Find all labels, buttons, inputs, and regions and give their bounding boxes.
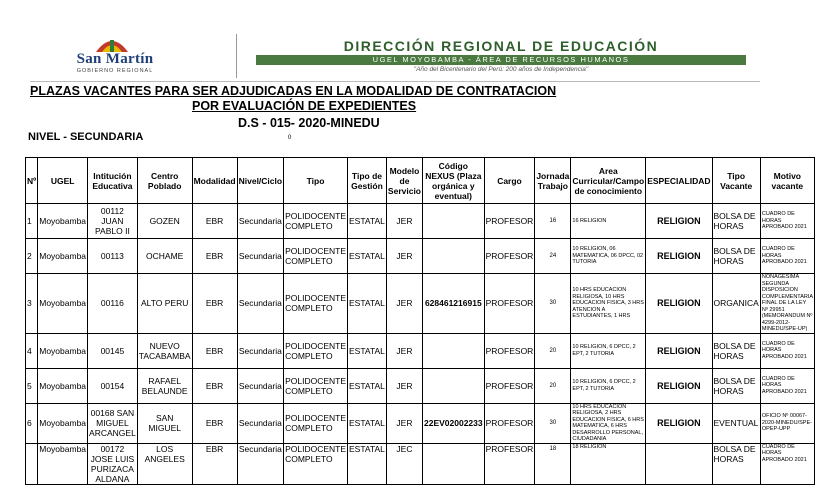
col-header: ESPECIALIDAD bbox=[646, 158, 712, 204]
institution-cell: 00168 SAN MIGUEL ARCANGEL bbox=[88, 403, 138, 443]
ugel-cell: Moyobamba bbox=[38, 239, 88, 274]
position-cell: PROFESOR bbox=[484, 204, 535, 239]
vacancy-type-cell: BOLSA DE HORAS bbox=[712, 239, 760, 274]
hours-cell: 18 bbox=[535, 443, 571, 484]
col-header: Tipo de Gestión bbox=[348, 158, 387, 204]
position-cell: PROFESOR bbox=[484, 443, 535, 484]
curricular-area-cell: 10 HRS EDUCACION RELIGIOSA, 2 HRS EDUCACION FISICA, 6 HRS MATEMATICA, 6 HRS DESARROLLO PERSONAL, CIUDADANIA bbox=[572, 403, 644, 442]
type-cell: POLIDOCENTE COMPLETO bbox=[284, 333, 348, 368]
col-header: Modelo de Servicio bbox=[386, 158, 422, 204]
level-cell: Secundaria bbox=[237, 333, 283, 368]
document-title-line1: PLAZAS VACANTES PARA SER ADJUDICADAS EN LA MODALIDAD DE CONTRATACION bbox=[30, 84, 557, 98]
row-number: 5 bbox=[26, 368, 38, 403]
col-header: Nivel/Ciclo bbox=[237, 158, 283, 204]
specialty-cell: RELIGION bbox=[646, 403, 712, 443]
row-number: 2 bbox=[26, 239, 38, 274]
col-header: Modalidad bbox=[192, 158, 237, 204]
position-cell: PROFESOR bbox=[484, 403, 535, 443]
nexus-code-cell bbox=[423, 443, 485, 484]
col-header: Código NEXUS (Plaza orgánica y eventual) bbox=[423, 158, 485, 204]
curricular-area-cell: 10 RELIGION, 6 DPCC, 2 EPT, 2 TUTORIA bbox=[571, 368, 646, 403]
table-row bbox=[26, 204, 815, 239]
specialty-cell: RELIGION bbox=[646, 333, 712, 368]
ugel-cell: Moyobamba bbox=[38, 443, 88, 484]
modality-cell: EBR bbox=[192, 274, 237, 334]
document-title-line2: POR EVALUACIÓN DE EXPEDIENTES bbox=[192, 99, 417, 113]
vacancy-reason-cell: CUADRO DE HORAS APROBADO 2021 bbox=[760, 204, 814, 239]
table-row bbox=[26, 333, 815, 368]
town-cell: SAN MIGUEL bbox=[137, 403, 192, 443]
col-header: Nº bbox=[26, 158, 38, 204]
col-header: Centro Poblado bbox=[137, 158, 192, 204]
hours-cell: 30 bbox=[535, 403, 571, 443]
table-row bbox=[26, 368, 815, 403]
management-cell: ESTATAL bbox=[348, 368, 387, 403]
vacancy-type-cell: EVENTUAL bbox=[712, 403, 760, 443]
type-cell: POLIDOCENTE COMPLETO bbox=[284, 204, 348, 239]
vacancies-table bbox=[25, 157, 815, 485]
table-row bbox=[26, 403, 815, 443]
vacancy-reason-cell: CUADRO DE HORAS APROBADO 2021 bbox=[760, 368, 814, 403]
vacancy-type-cell: BOLSA DE HORAS bbox=[712, 443, 760, 484]
col-header: Tipo bbox=[284, 158, 348, 204]
position-cell: PROFESOR bbox=[484, 333, 535, 368]
stray-mark: 0 bbox=[288, 135, 292, 141]
vacancy-reason-cell: OFICIO Nº 00067-2020-MINEDU/SPE-OPEP-UPP bbox=[760, 403, 814, 443]
institution-cell: 00112 JUAN PABLO II bbox=[88, 204, 138, 239]
type-cell: POLIDOCENTE COMPLETO bbox=[284, 443, 348, 484]
position-cell: PROFESOR bbox=[484, 239, 535, 274]
service-cell: JER bbox=[386, 204, 422, 239]
nexus-code-cell: 628461216915 bbox=[423, 274, 485, 334]
san-martin-logo bbox=[40, 34, 190, 76]
level-cell: Secundaria bbox=[237, 274, 283, 334]
decree-number: D.S - 015- 2020-MINEDU bbox=[238, 116, 380, 130]
service-cell: JER bbox=[386, 274, 422, 334]
institution-cell: 00113 bbox=[88, 239, 138, 274]
table-row bbox=[26, 239, 815, 274]
logo-subtitle: GOBIERNO REGIONAL bbox=[76, 68, 154, 74]
specialty-cell bbox=[646, 443, 712, 484]
col-header: Intitución Educativa bbox=[88, 158, 138, 204]
row-number bbox=[26, 443, 38, 484]
specialty-cell: RELIGION bbox=[646, 204, 712, 239]
specialty-cell: RELIGION bbox=[646, 368, 712, 403]
service-cell: JER bbox=[386, 239, 422, 274]
position-cell: PROFESOR bbox=[484, 274, 535, 334]
management-cell: ESTATAL bbox=[348, 443, 387, 484]
position-cell: PROFESOR bbox=[484, 368, 535, 403]
header-title: DIRECCIÓN REGIONAL DE EDUCACIÓN bbox=[343, 38, 659, 54]
vacancy-type-cell: BOLSA DE HORAS bbox=[712, 204, 760, 239]
town-cell: RAFAEL BELAUNDE bbox=[137, 368, 192, 403]
col-header: Area Curricular/Campo de conocimiento bbox=[571, 158, 646, 204]
institution-cell: 00172 JOSE LUIS PURIZACA ALDANA bbox=[88, 443, 138, 484]
town-cell: GOZEN bbox=[137, 204, 192, 239]
header-subtitle: UGEL MOYOBAMBA - ÁREA DE RECURSOS HUMANOS bbox=[256, 55, 746, 65]
nexus-code-cell bbox=[423, 239, 485, 274]
header-rule bbox=[30, 81, 760, 82]
specialty-cell: RELIGION bbox=[646, 274, 712, 334]
type-cell: POLIDOCENTE COMPLETO bbox=[284, 274, 348, 334]
level-cell: Secundaria bbox=[237, 443, 283, 484]
ugel-cell: Moyobamba bbox=[38, 204, 88, 239]
modality-cell: EBR bbox=[192, 333, 237, 368]
table-row bbox=[26, 274, 815, 334]
management-cell: ESTATAL bbox=[348, 274, 387, 334]
ugel-cell: Moyobamba bbox=[38, 403, 88, 443]
table-row bbox=[26, 443, 815, 484]
type-cell: POLIDOCENTE COMPLETO bbox=[284, 368, 348, 403]
level-cell: Secundaria bbox=[237, 239, 283, 274]
nexus-code-cell bbox=[423, 368, 485, 403]
town-cell: LOS ANGELES bbox=[137, 443, 192, 484]
ugel-cell: Moyobamba bbox=[38, 274, 88, 334]
header-motto: "Año del Bicentenario del Perú: 200 años de Independencia" bbox=[413, 66, 589, 73]
ugel-cell: Moyobamba bbox=[38, 368, 88, 403]
curricular-area-cell: 16 RELIGION bbox=[571, 204, 646, 239]
type-cell: POLIDOCENTE COMPLETO bbox=[284, 239, 348, 274]
institution-cell: 00145 bbox=[88, 333, 138, 368]
vacancy-reason-cell: NONAGESIMA SEGUNDA DISPOSICION COMPLEMENTARIA FINAL DE LA LEY Nº 29951 (MEMORANDUM Nº 4299-2012-MINEDU/SPE-UP) bbox=[761, 274, 814, 332]
modality-cell: EBR bbox=[192, 368, 237, 403]
level-cell: Secundaria bbox=[237, 368, 283, 403]
town-cell: NUEVO TACABAMBA bbox=[137, 333, 192, 368]
nexus-code-cell bbox=[423, 204, 485, 239]
town-cell: ALTO PERU bbox=[137, 274, 192, 334]
nexus-code-cell: 22EV02002233 bbox=[423, 403, 485, 443]
service-cell: JEC bbox=[386, 443, 422, 484]
nexus-code-cell bbox=[423, 333, 485, 368]
management-cell: ESTATAL bbox=[348, 239, 387, 274]
col-header: Cargo bbox=[484, 158, 535, 204]
hours-cell: 16 bbox=[535, 204, 571, 239]
level-label: NIVEL - SECUNDARIA bbox=[28, 131, 144, 143]
specialty-cell: RELIGION bbox=[646, 239, 712, 274]
modality-cell: EBR bbox=[192, 443, 237, 484]
row-number: 1 bbox=[26, 204, 38, 239]
management-cell: ESTATAL bbox=[348, 403, 387, 443]
institution-cell: 00116 bbox=[88, 274, 138, 334]
management-cell: ESTATAL bbox=[348, 204, 387, 239]
curricular-area-cell: 18 RELIGION bbox=[571, 443, 646, 484]
header-divider bbox=[236, 34, 237, 78]
modality-cell: EBR bbox=[192, 239, 237, 274]
hours-cell: 20 bbox=[535, 333, 571, 368]
hours-cell: 24 bbox=[535, 239, 571, 274]
service-cell: JER bbox=[386, 333, 422, 368]
service-cell: JER bbox=[386, 368, 422, 403]
vacancy-type-cell: ORGANICA bbox=[712, 274, 760, 334]
col-header: UGEL bbox=[38, 158, 88, 204]
row-number: 4 bbox=[26, 333, 38, 368]
level-cell: Secundaria bbox=[237, 204, 283, 239]
management-cell: ESTATAL bbox=[348, 333, 387, 368]
vacancy-type-cell: BOLSA DE HORAS bbox=[712, 368, 760, 403]
vacancy-reason-cell: CUADRO DE HORAS APROBADO 2021 bbox=[760, 239, 814, 274]
col-header: Motivo vacante bbox=[760, 158, 814, 204]
logo-name: San Martín bbox=[76, 51, 154, 67]
col-header: Jornada Trabajo bbox=[535, 158, 571, 204]
col-header: Tipo Vacante bbox=[712, 158, 760, 204]
hours-cell: 30 bbox=[535, 274, 571, 334]
institution-cell: 00154 bbox=[88, 368, 138, 403]
row-number: 6 bbox=[26, 403, 38, 443]
town-cell: OCHAME bbox=[137, 239, 192, 274]
row-number: 3 bbox=[26, 274, 38, 334]
vacancy-reason-cell: CUADRO DE HORAS APROBADO 2021 bbox=[760, 443, 814, 484]
level-cell: Secundaria bbox=[237, 403, 283, 443]
curricular-area-cell: 10 HRS EDUCACION RELIGIOSA, 10 HRS EDUCACION FISICA, 3 HRS ATENCION A ESTUDIANTES, 1 HRS bbox=[571, 274, 646, 334]
hours-cell: 20 bbox=[535, 368, 571, 403]
vacancy-reason-cell: CUADRO DE HORAS APROBADO 2021 bbox=[760, 333, 814, 368]
curricular-area-cell: 10 RELIGION, 06 MATEMATICA, 06 DPCC, 02 TUTORIA bbox=[571, 239, 646, 274]
modality-cell: EBR bbox=[192, 204, 237, 239]
modality-cell: EBR bbox=[192, 403, 237, 443]
header-banner bbox=[256, 38, 746, 74]
curricular-area-cell: 10 RELIGION, 6 DPCC, 2 EPT, 2 TUTORIA bbox=[571, 333, 646, 368]
ugel-cell: Moyobamba bbox=[38, 333, 88, 368]
service-cell: JER bbox=[386, 403, 422, 443]
table-header-row bbox=[26, 158, 815, 204]
type-cell: POLIDOCENTE COMPLETO bbox=[284, 403, 348, 443]
vacancy-type-cell: BOLSA DE HORAS bbox=[712, 333, 760, 368]
